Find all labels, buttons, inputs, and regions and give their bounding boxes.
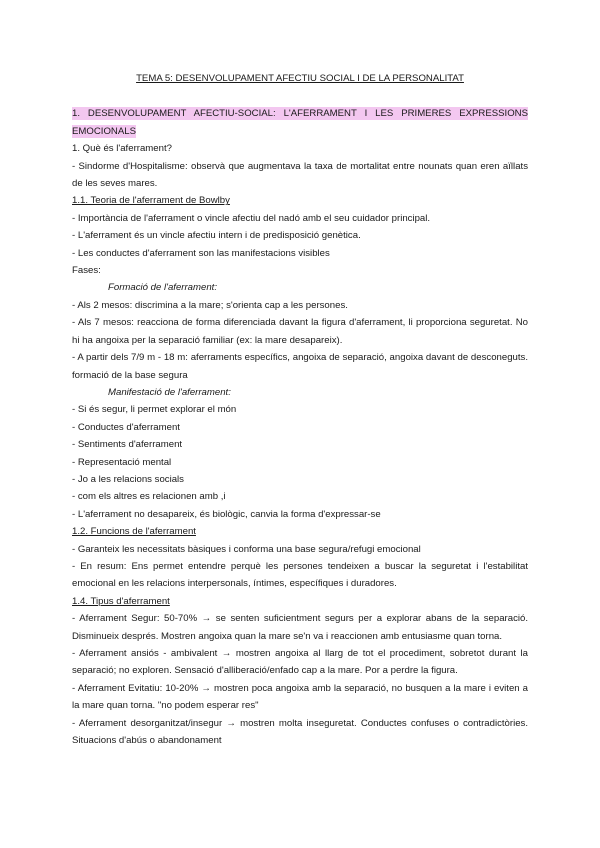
subheading-1-2: 1.2. Funcions de l'aferrament (72, 526, 196, 538)
list-item-manifestacio-3: - Sentiments d'aferrament (72, 439, 183, 451)
paragraph-funcions-2: - En resum: Ens permet entendre perquè les persones tendeixen a buscar la seguretat i l'estabilitat emocional en les relacions interpersonals, íntimes, específiques i duradores. (72, 560, 528, 590)
document-page (72, 70, 528, 749)
list-item-tipus-ansios: - Aferrament ansiós - ambivalent → mostren angoixa al llarg de tot el procediment, sobretot durant la separació; no exploren. Sensació d'alliberació/enfado cap a la mare. Por a perdre la figura. (72, 648, 528, 677)
list-item-formacio-3: - A partir dels 7/9 m - 18 m: aferraments específics, angoixa de separació, angoixa davant de desconeguts. formació de la base segura (72, 352, 528, 381)
list-item-manifestacio-7: - L'aferrament no desapareix, és biològic, canvia la forma d'expressar-se (72, 508, 381, 520)
paragraph-importancia: - Importància de l'aferrament o vincle afectiu del nadó amb el seu cuidador principal. (72, 212, 431, 224)
list-item-formacio-2: - Als 7 mesos: reacciona de forma diferenciada davant la figura d'aferrament, li proporciona seguretat. No hi ha angoixa per la separació familiar (ex: la mare desapareix). (72, 317, 528, 346)
section-heading-1-text: 1. DESENVOLUPAMENT AFECTIU-SOCIAL: L'AFERRAMENT I LES PRIMERES EXPRESSIONS EMOCIONALS (72, 108, 528, 137)
subheading-formacio: Formació de l'aferrament: (108, 282, 218, 294)
paragraph-funcions-1: - Garanteix les necessitats bàsiques i conforma una base segura/refugi emocional (72, 543, 421, 555)
subheading-manifestacio: Manifestació de l'aferrament: (108, 386, 231, 398)
list-item-manifestacio-5: - Jo a les relacions socials (72, 473, 184, 485)
list-item-tipus-evitatiu: - Aferrament Evitatiu: 10-20% → mostren poca angoixa amb la separació, no busquen a la mare i eviten a la mare quan torna. "no podem esperar res" (72, 682, 528, 712)
list-item-formacio-1: - Als 2 mesos: discrimina a la mare; s'orienta cap a les persones. (72, 299, 348, 311)
label-fases: Fases: (72, 265, 101, 277)
document-title: TEMA 5: DESENVOLUPAMENT AFECTIU SOCIAL I DE LA PERSONALITAT (136, 73, 464, 84)
list-item-tipus-desorganitzat: - Aferrament desorganitzat/insegur → mostren molta inseguretat. Conductes confuses o contradictòries. Situacions d'abús o abandonament (72, 717, 528, 747)
list-item-manifestacio-4: - Representació mental (72, 456, 172, 468)
list-item-manifestacio-6: - com els altres es relacionen amb ,i (72, 491, 226, 503)
list-item-tipus-segur: - Aferrament Segur: 50-70% → se senten suficientment segurs per a explorar abans de la separació. Disminueix després. Mostren angoixa quan la mare se'n va i reaccionen amb entusiasme quan torna. (72, 613, 528, 642)
paragraph-conductes: - Les conductes d'aferrament son las manifestacions visibles (72, 247, 330, 259)
subheading-1-4: 1.4. Tipus d'aferrament (72, 595, 170, 607)
subheading-1-1: 1.1. Teoria de l'aferrament de Bowlby (72, 195, 230, 207)
paragraph-vincle: - L'aferrament és un vincle afectiu intern i de predisposició genètica. (72, 230, 361, 242)
question-1: 1. Què és l'aferrament? (72, 143, 172, 155)
section-heading-1 (72, 105, 528, 140)
list-item-manifestacio-1: - Si és segur, li permet explorar el món (72, 404, 237, 416)
list-item-manifestacio-2: - Conductes d'aferrament (72, 421, 180, 433)
paragraph-hospitalisme: - Sindorme d'Hospitalisme: observà que augmentava la taxa de mortalitat entre nounats quan eren aïllats de les seves mares. (72, 160, 528, 190)
